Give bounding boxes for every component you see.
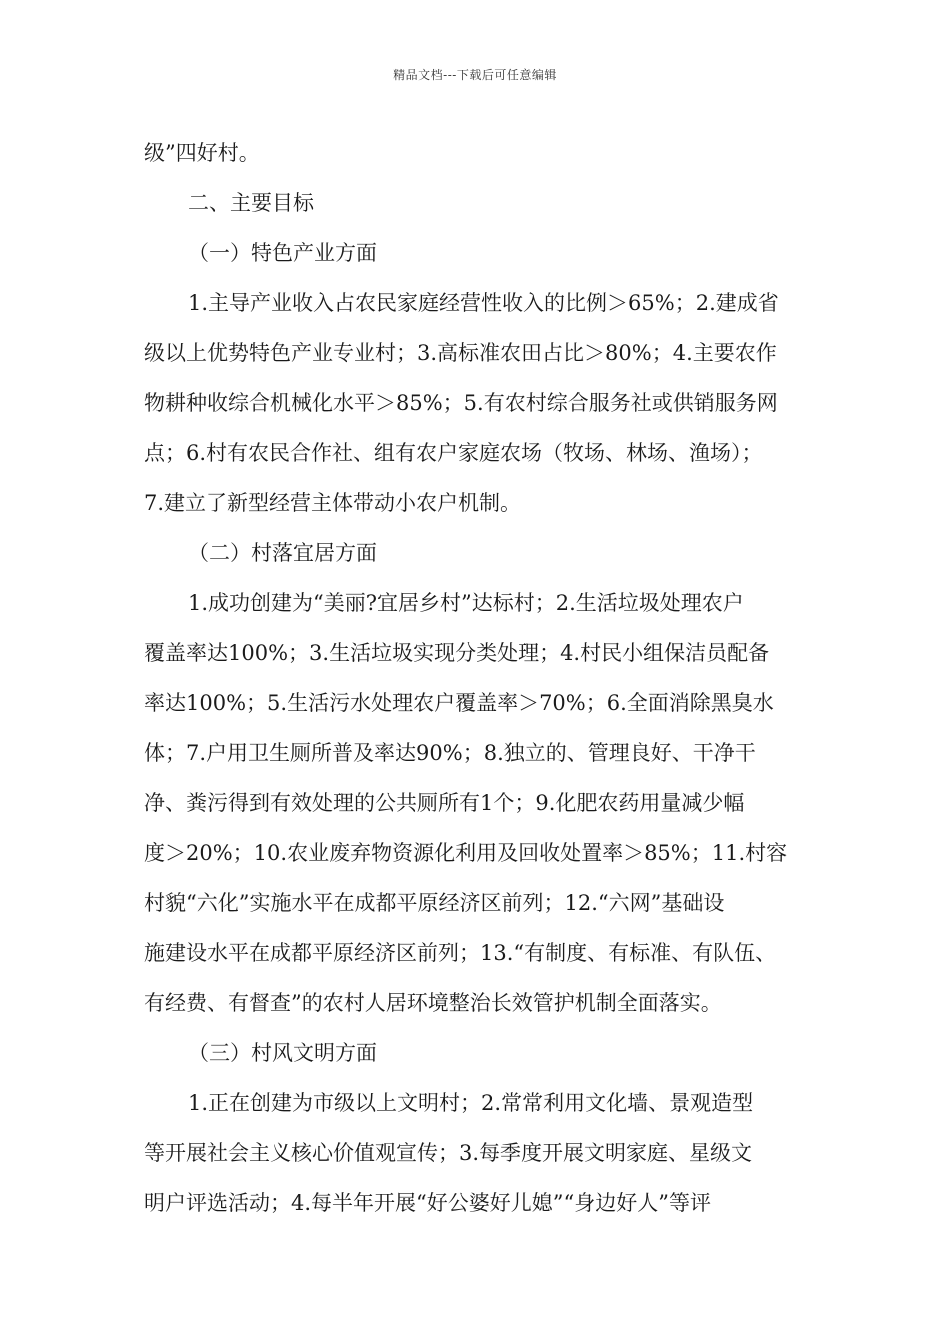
subsection-heading: （二）村落宜居方面 <box>188 541 377 565</box>
text-line: 级以上优势特色产业专业村；3.高标准农田占比＞80%；4.主要农作 <box>144 341 777 365</box>
subsection-heading: （三）村风文明方面 <box>188 1041 377 1065</box>
text-line: 体；7.户用卫生厕所普及率达90%；8.独立的、管理良好、干净干 <box>144 741 756 765</box>
section-heading: 二、主要目标 <box>188 191 314 215</box>
text-line: 覆盖率达100%；3.生活垃圾实现分类处理；4.村民小组保洁员配备 <box>144 641 770 665</box>
text-line: 等开展社会主义核心价值观宣传；3.每季度开展文明家庭、星级文 <box>144 1141 753 1165</box>
text-line: 1.正在创建为市级以上文明村；2.常常利用文化墙、景观造型 <box>188 1091 754 1115</box>
text-line: 级”四好村。 <box>144 141 260 165</box>
document-body <box>144 128 824 1228</box>
text-line: 施建设水平在成都平原经济区前列；13.“有制度、有标准、有队伍、 <box>144 941 777 965</box>
text-line: 1.主导产业收入占农民家庭经营性收入的比例＞65%；2.建成省 <box>188 291 779 315</box>
page-header: 精品文档---下载后可任意编辑 <box>393 68 557 82</box>
text-line: 有经费、有督查”的农村人居环境整治长效管护机制全面落实。 <box>144 991 722 1015</box>
text-line: 度＞20%；10.农业废弃物资源化利用及回收处置率＞85%；11.村容 <box>144 841 788 865</box>
text-line: 明户评选活动；4.每半年开展“好公婆好儿媳”“身边好人”等评 <box>144 1191 711 1215</box>
text-line: 率达100%；5.生活污水处理农户覆盖率＞70%；6.全面消除黑臭水 <box>144 691 774 715</box>
text-line: 物耕种收综合机械化水平＞85%；5.有农村综合服务社或供销服务网 <box>144 391 778 415</box>
text-line: 村貌“六化”实施水平在成都平原经济区前列；12.“六网”基础设 <box>144 891 725 915</box>
subsection-heading: （一）特色产业方面 <box>188 241 377 265</box>
text-line: 7.建立了新型经营主体带动小农户机制。 <box>144 491 522 515</box>
text-line: 点；6.村有农民合作社、组有农户家庭农场（牧场、林场、渔场）； <box>144 441 763 465</box>
text-line: 1.成功创建为“美丽?宜居乡村”达标村；2.生活垃圾处理农户 <box>188 591 744 615</box>
text-line: 净、粪污得到有效处理的公共厕所有1个；9.化肥农药用量减少幅 <box>144 791 745 815</box>
